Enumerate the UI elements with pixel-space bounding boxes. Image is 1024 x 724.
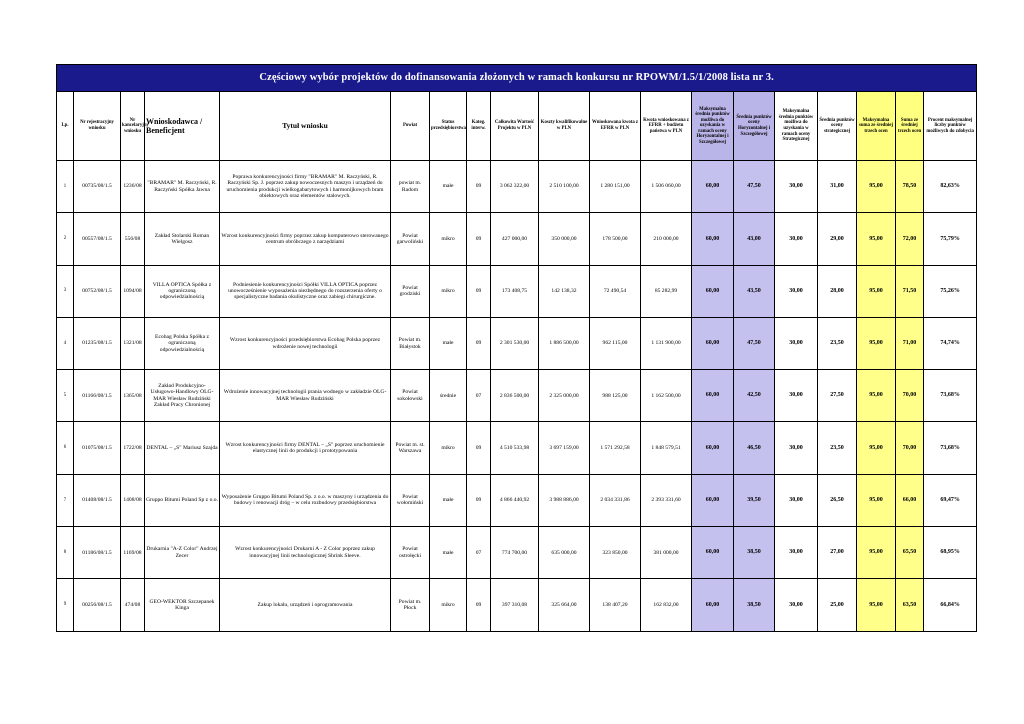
cell-tytul: Wzrost konkurencyjności firmy poprzez zakup komputerowo sterowanego centrum obróbczego z narzędziami [220, 213, 391, 265]
cell-tytul: Zakup lokalu, urządzeń i oprogramowania [220, 579, 391, 631]
cell-max-horyz: 60,00 [692, 579, 734, 631]
cell-suma: 71,50 [896, 265, 924, 317]
cell-nr-kanc: 1722/08 [121, 422, 145, 474]
cell-wnioskowana: 2 034 331,86 [590, 474, 641, 526]
table-row [57, 265, 977, 317]
cell-kwota: 210 000,00 [641, 213, 692, 265]
cell-max-suma: 95,00 [857, 422, 896, 474]
cell-max-strat: 30,00 [775, 474, 818, 526]
cell-kateg: 07 [467, 527, 491, 579]
header-kwota-efrr: Kwota wnioskowana z EFRR + budżetu państwa w PLN [641, 92, 692, 161]
cell-lp: 4 [57, 317, 74, 369]
cell-max-suma: 95,00 [857, 317, 896, 369]
cell-max-horyz: 60,00 [692, 265, 734, 317]
cell-sr-horyz: 42,50 [734, 370, 775, 422]
cell-max-horyz: 60,00 [692, 161, 734, 213]
cell-sr-strat: 27,50 [818, 370, 857, 422]
cell-lp: 1 [57, 161, 74, 213]
cell-koszty: 2 325 000,00 [539, 370, 590, 422]
cell-calkowita: 427 000,00 [491, 213, 539, 265]
cell-kwota: 1 162 500,00 [641, 370, 692, 422]
cell-sr-horyz: 47,50 [734, 161, 775, 213]
cell-lp: 5 [57, 370, 74, 422]
cell-tytul: Wzrost konkurencyjności firmy DENTAL – „S" poprzez uruchomienie elastycznej linii do produkcji i prototypowania [220, 422, 391, 474]
header-suma: Suma ze średniej trzech ocen [896, 92, 924, 161]
table-row [57, 579, 977, 631]
header-koszty: Koszty kwalifikowalne w PLN [539, 92, 590, 161]
cell-max-horyz: 60,00 [692, 422, 734, 474]
cell-max-horyz: 60,00 [692, 370, 734, 422]
header-kateg: Kateg. interw. [467, 92, 491, 161]
cell-nr-rej: 01408/08/1.5 [74, 474, 121, 526]
cell-kwota: 85 282,99 [641, 265, 692, 317]
header-nr-rej: Nr rejestracyjny wniosku [74, 92, 121, 161]
cell-kateg: 09 [467, 579, 491, 631]
header-wnioskowana: Wnioskowana kwota z EFRR w PLN [590, 92, 641, 161]
cell-lp: 9 [57, 579, 74, 631]
cell-koszty: 325 664,00 [539, 579, 590, 631]
cell-nr-kanc: 1236/08 [121, 161, 145, 213]
header-wnioskodawca: Wnioskodawca / Beneficjent [145, 92, 220, 161]
header-tytul: Tytuł wniosku [220, 92, 391, 161]
cell-max-suma: 95,00 [857, 265, 896, 317]
cell-status: małe [430, 474, 467, 526]
cell-max-horyz: 60,00 [692, 317, 734, 369]
cell-kateg: 09 [467, 265, 491, 317]
cell-sr-strat: 31,00 [818, 161, 857, 213]
cell-tytul: Wzrost konkurencyjności Drukarni A - Z Color poprzez zakup innowacyjnej linii technologicznej Shrink Sleeve. [220, 527, 391, 579]
header-max-strat: Maksymalna średnia punktów możliwa do uzyskania w ramach oceny Strategicznej [775, 92, 818, 161]
cell-beneficjent: GEO-WEKTOR Szczepanek Kinga [145, 579, 220, 631]
cell-lp: 3 [57, 265, 74, 317]
cell-calkowita: 4 510 533,98 [491, 422, 539, 474]
header-status: Status przedsiębiorstwa [430, 92, 467, 161]
cell-max-strat: 30,00 [775, 527, 818, 579]
cell-beneficjent: Zakład Stolarski Roman Wielgosz [145, 213, 220, 265]
cell-calkowita: 774 700,00 [491, 527, 539, 579]
cell-calkowita: 173 408,75 [491, 265, 539, 317]
cell-procent: 68,95% [924, 527, 977, 579]
table-row [57, 527, 977, 579]
cell-beneficjent: Drukarnia "A-Z Color" Andrzej Zecer [145, 527, 220, 579]
cell-procent: 73,68% [924, 422, 977, 474]
cell-nr-rej: 00735/08/1.5 [74, 161, 121, 213]
cell-max-suma: 95,00 [857, 527, 896, 579]
cell-suma: 65,50 [896, 527, 924, 579]
cell-max-suma: 95,00 [857, 213, 896, 265]
cell-suma: 71,00 [896, 317, 924, 369]
cell-lp: 2 [57, 213, 74, 265]
cell-nr-rej: 01075/08/1.5 [74, 422, 121, 474]
table-row [57, 213, 977, 265]
cell-kwota: 1 848 579,51 [641, 422, 692, 474]
header-max-suma: Maksymalna suma ze średniej trzech ocen [857, 92, 896, 161]
cell-beneficjent: Gruppo Bitumi Poland Sp z o.o. [145, 474, 220, 526]
cell-wnioskowana: 1 280 151,00 [590, 161, 641, 213]
cell-sr-strat: 23,50 [818, 422, 857, 474]
cell-wnioskowana: 988 125,00 [590, 370, 641, 422]
cell-kwota: 2 393 331,60 [641, 474, 692, 526]
cell-status: małe [430, 527, 467, 579]
table-row [57, 161, 977, 213]
cell-lp: 6 [57, 422, 74, 474]
cell-sr-horyz: 38,50 [734, 579, 775, 631]
cell-suma: 78,50 [896, 161, 924, 213]
cell-nr-rej: 01186/08/1.5 [74, 527, 121, 579]
cell-kwota: 162 832,00 [641, 579, 692, 631]
cell-sr-horyz: 46,50 [734, 422, 775, 474]
cell-nr-rej: 00752/08/1.5 [74, 265, 121, 317]
cell-powiat: Powiat m. Białystok [391, 317, 430, 369]
cell-procent: 82,63% [924, 161, 977, 213]
cell-procent: 73,68% [924, 370, 977, 422]
cell-powiat: Powiat ostrołęcki [391, 527, 430, 579]
cell-max-strat: 30,00 [775, 579, 818, 631]
cell-suma: 63,50 [896, 579, 924, 631]
cell-powiat: Powiat m. Płock [391, 579, 430, 631]
cell-kateg: 09 [467, 474, 491, 526]
cell-status: mikro [430, 422, 467, 474]
cell-nr-rej: 01235/08/1.5 [74, 317, 121, 369]
cell-lp: 8 [57, 527, 74, 579]
cell-max-strat: 30,00 [775, 161, 818, 213]
cell-koszty: 350 000,00 [539, 213, 590, 265]
cell-status: małe [430, 161, 467, 213]
cell-procent: 75,79% [924, 213, 977, 265]
header-sr-strat: Średnia punktów oceny strategicznej [818, 92, 857, 161]
cell-beneficjent: Zakład Produkcyjno-Usługowo-Handlowy OLG-MAR Wiesław Rudziński Zakład Pracy Chronionej [145, 370, 220, 422]
cell-wnioskowana: 178 500,00 [590, 213, 641, 265]
cell-koszty: 3 697 159,00 [539, 422, 590, 474]
cell-suma: 70,00 [896, 422, 924, 474]
header-lp: Lp. [57, 92, 74, 161]
cell-kwota: 1 506 060,00 [641, 161, 692, 213]
cell-koszty: 3 988 886,00 [539, 474, 590, 526]
cell-max-horyz: 60,00 [692, 213, 734, 265]
cell-sr-horyz: 43,00 [734, 213, 775, 265]
table-title: Częściowy wybór projektów do dofinansowania złożonych w ramach konkursu nr RPOWM/1.5/1/2008 lista nr 3. [57, 65, 977, 92]
cell-max-strat: 30,00 [775, 317, 818, 369]
cell-nr-kanc: 1408/08 [121, 474, 145, 526]
cell-koszty: 1 886 500,00 [539, 317, 590, 369]
cell-powiat: Powiat grodziski [391, 265, 430, 317]
header-powiat: Powiat [391, 92, 430, 161]
cell-nr-kanc: 1321/08 [121, 317, 145, 369]
cell-calkowita: 2 836 500,00 [491, 370, 539, 422]
cell-powiat: Powiat sokołowski [391, 370, 430, 422]
cell-kateg: 09 [467, 161, 491, 213]
cell-procent: 74,74% [924, 317, 977, 369]
cell-status: mikro [430, 265, 467, 317]
cell-sr-horyz: 38,50 [734, 527, 775, 579]
header-nr-kanc: Nr kancelaryjny wniosku [121, 92, 145, 161]
cell-status: małe [430, 317, 467, 369]
cell-max-strat: 30,00 [775, 422, 818, 474]
table-row [57, 317, 977, 369]
cell-suma: 66,00 [896, 474, 924, 526]
cell-tytul: Wdrożenie innowacyjnej technologii prania wodnego w zakładzie OLG-MAR Wiesław Rudziński [220, 370, 391, 422]
cell-koszty: 142 138,32 [539, 265, 590, 317]
cell-powiat: Powiat wołomiński [391, 474, 430, 526]
cell-calkowita: 2 301 530,00 [491, 317, 539, 369]
cell-nr-kanc: 474/08 [121, 579, 145, 631]
cell-wnioskowana: 72 490,54 [590, 265, 641, 317]
cell-procent: 69,47% [924, 474, 977, 526]
cell-procent: 75,26% [924, 265, 977, 317]
cell-nr-rej: 00256/08/1.5 [74, 579, 121, 631]
header-procent: Procent maksymalnej liczby punktów możliwych do zdobycia [924, 92, 977, 161]
cell-max-suma: 95,00 [857, 370, 896, 422]
cell-kateg: 07 [467, 370, 491, 422]
header-max-horyz: Maksymalna średnia punktów możliwa do uzyskania w ramach oceny Horyzontalnej i Szczegółowej [692, 92, 734, 161]
cell-sr-horyz: 43,50 [734, 265, 775, 317]
header-row [57, 92, 977, 161]
cell-calkowita: 4 866 440,92 [491, 474, 539, 526]
header-sr-horyz: Średnia punktów oceny Horyzontalnej i Szczegółowej [734, 92, 775, 161]
cell-wnioskowana: 962 115,00 [590, 317, 641, 369]
cell-suma: 70,00 [896, 370, 924, 422]
cell-max-strat: 30,00 [775, 370, 818, 422]
table-row [57, 422, 977, 474]
cell-max-suma: 95,00 [857, 161, 896, 213]
cell-nr-rej: 01166/08/1.5 [74, 370, 121, 422]
cell-max-strat: 30,00 [775, 265, 818, 317]
cell-tytul: Wzrost konkurencyjności przedsiębiorstwa Ecobag Polska poprzez wdrożenie nowej technologii [220, 317, 391, 369]
cell-beneficjent: VILLA OPTICA Spółka z ograniczoną odpowiedzialnością [145, 265, 220, 317]
cell-sr-strat: 29,00 [818, 213, 857, 265]
header-calkowita: Całkowita Wartość Projektu w PLN [491, 92, 539, 161]
projects-sheet [56, 64, 974, 632]
cell-sr-strat: 27,00 [818, 527, 857, 579]
cell-suma: 72,00 [896, 213, 924, 265]
cell-nr-kanc: 1094/08 [121, 265, 145, 317]
cell-status: mikro [430, 579, 467, 631]
cell-max-suma: 95,00 [857, 474, 896, 526]
cell-sr-strat: 25,00 [818, 579, 857, 631]
cell-status: mikro [430, 213, 467, 265]
cell-koszty: 2 510 100,00 [539, 161, 590, 213]
cell-nr-kanc: 1169/08 [121, 527, 145, 579]
cell-wnioskowana: 323 850,00 [590, 527, 641, 579]
table-row [57, 370, 977, 422]
cell-tytul: Podniesienie konkurencyjności Spółki VILLA OPTICA poprzez unowocześnienie wyposażenia niezbędnego do rozszerzenia oferty o specjalistyczne badania okulistyczne oraz zabiegi chirurgiczne. [220, 265, 391, 317]
cell-nr-rej: 00557/08/1.5 [74, 213, 121, 265]
cell-powiat: powiat m. Radom [391, 161, 430, 213]
cell-max-horyz: 60,00 [692, 474, 734, 526]
cell-procent: 66,84% [924, 579, 977, 631]
cell-kateg: 09 [467, 213, 491, 265]
cell-powiat: Powiat m. st. Warszawa [391, 422, 430, 474]
cell-nr-kanc: 1365/08 [121, 370, 145, 422]
cell-kwota: 1 131 900,00 [641, 317, 692, 369]
cell-wnioskowana: 138 407,20 [590, 579, 641, 631]
cell-sr-strat: 28,00 [818, 265, 857, 317]
cell-tytul: Poprawa konkurencyjności firmy "BRAMAR" M. Raczyński, R. Raczyński Sp. J. poprzez zakup nowoczesnych maszyn i urządzeń do uruchomienia produkcji wielkogabarytowych i harmonijkowych bram obiektowych oraz elementów stalowych. [220, 161, 391, 213]
cell-status: średnie [430, 370, 467, 422]
projects-table [56, 64, 977, 632]
cell-calkowita: 3 062 322,00 [491, 161, 539, 213]
cell-beneficjent: "BRAMAR" M. Raczyński, R. Raczyński Spółka Jawna [145, 161, 220, 213]
cell-sr-strat: 26,50 [818, 474, 857, 526]
cell-calkowita: 397 310,08 [491, 579, 539, 631]
cell-max-horyz: 60,00 [692, 527, 734, 579]
cell-beneficjent: DENTAL – „S" Mariusz Szajda [145, 422, 220, 474]
cell-kateg: 09 [467, 317, 491, 369]
cell-sr-horyz: 47,50 [734, 317, 775, 369]
cell-wnioskowana: 1 571 292,58 [590, 422, 641, 474]
cell-nr-kanc: 556/08 [121, 213, 145, 265]
cell-koszty: 635 000,00 [539, 527, 590, 579]
cell-kwota: 381 000,00 [641, 527, 692, 579]
table-row [57, 474, 977, 526]
cell-powiat: Powiat garwoliński [391, 213, 430, 265]
cell-lp: 7 [57, 474, 74, 526]
cell-max-suma: 95,00 [857, 579, 896, 631]
cell-sr-horyz: 39,50 [734, 474, 775, 526]
cell-kateg: 09 [467, 422, 491, 474]
cell-beneficjent: Ecobag Polska Spółka z ograniczoną odpowiedzialnością [145, 317, 220, 369]
cell-tytul: Wyposażenie Gruppo Bitumi Poland Sp. z o.o. w maszyny i urządzenia do budowy i renowacji dróg – w celu rozbudowy przedsiębiorstwa [220, 474, 391, 526]
cell-max-strat: 30,00 [775, 213, 818, 265]
cell-sr-strat: 23,50 [818, 317, 857, 369]
